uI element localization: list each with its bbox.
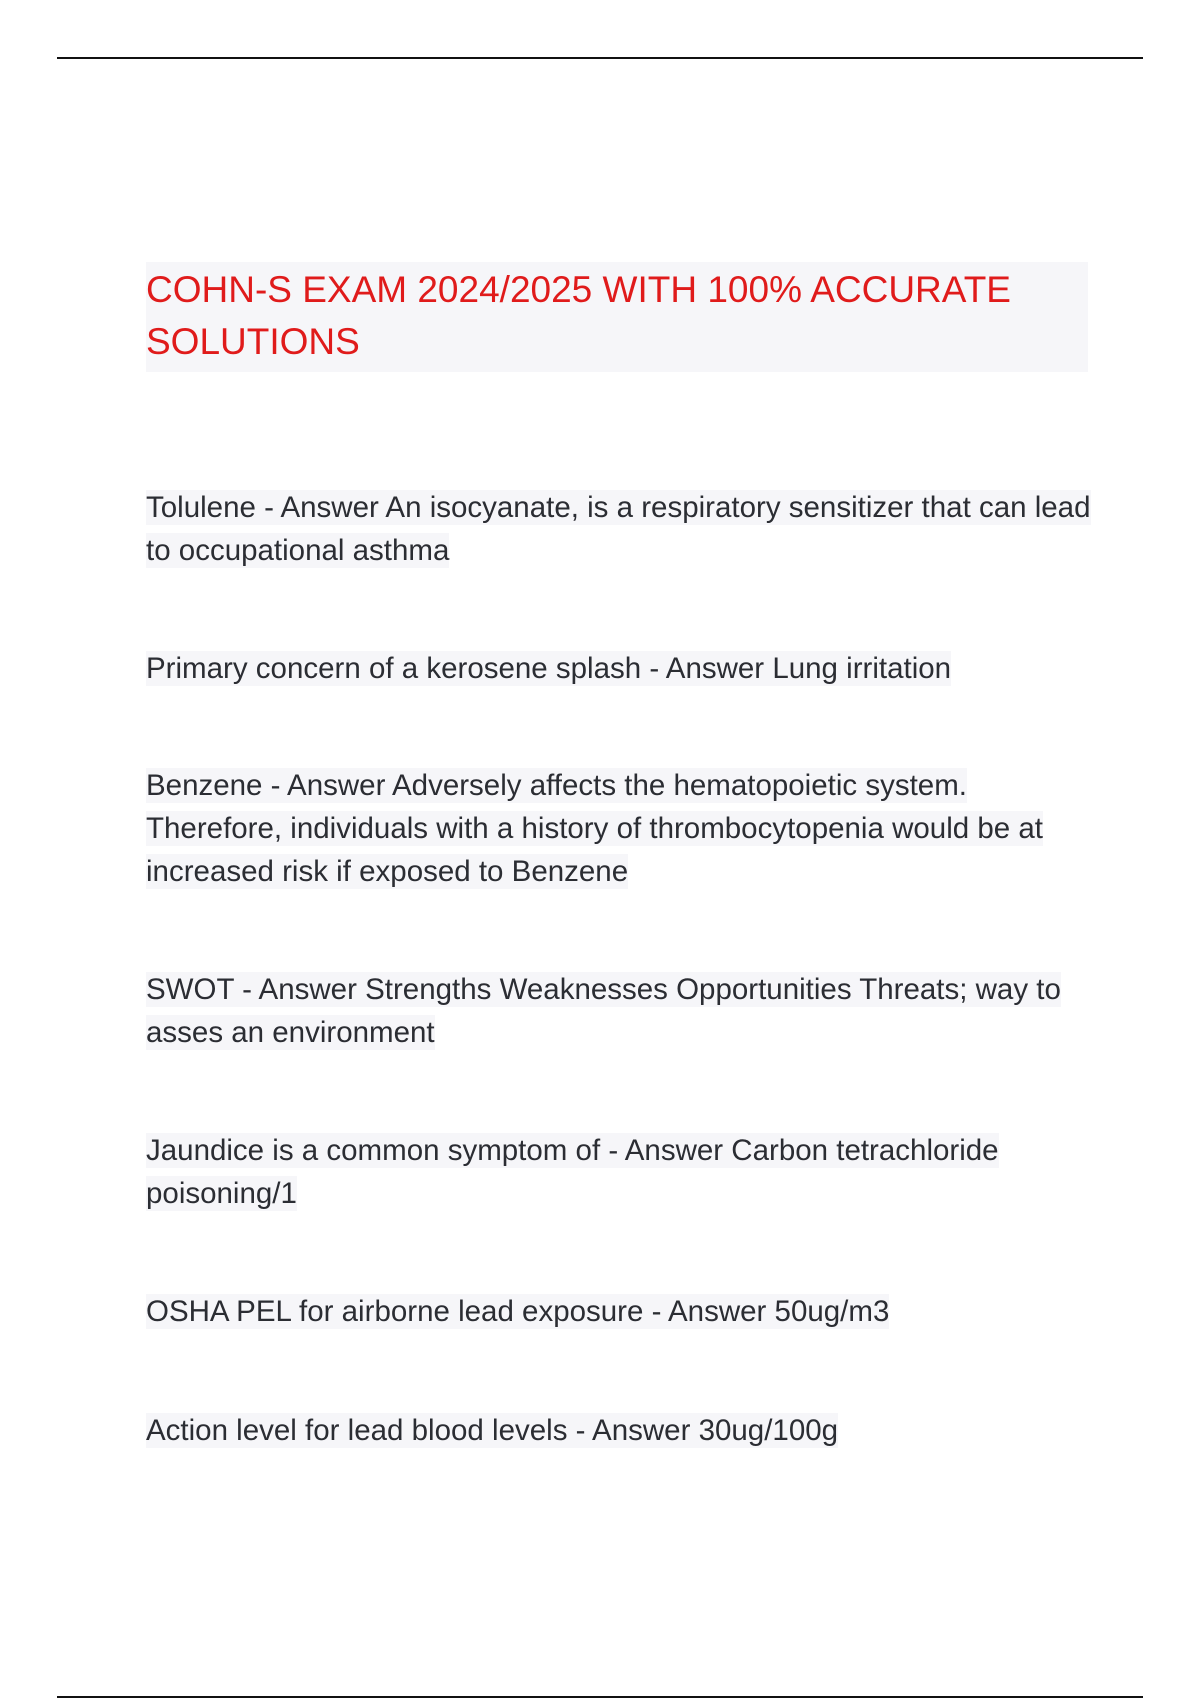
footer-rule [57, 1696, 1143, 1698]
qa-item-4 [146, 968, 1106, 1054]
qa-item-text: Tolulene - Answer An isocyanate, is a respiratory sensitizer that can lead to occupational asthma [146, 491, 1091, 567]
header-rule [57, 57, 1143, 59]
qa-item-text: Jaundice is a common symptom of - Answer Carbon tetrachloride poisoning/1 [146, 1134, 999, 1210]
qa-item-3 [146, 764, 1106, 893]
qa-item-text: OSHA PEL for airborne lead exposure - Answer 50ug/m3 [146, 1295, 890, 1328]
qa-item-text: Benzene - Answer Adversely affects the hematopoietic system. Therefore, individuals with a history of thrombocytopenia would be at increased risk if exposed to Benzene [146, 769, 1043, 888]
qa-item-text: Primary concern of a kerosene splash - Answer Lung irritation [146, 652, 952, 685]
qa-item-text: SWOT - Answer Strengths Weaknesses Opportunities Threats; way to asses an environment [146, 973, 1061, 1049]
qa-item-2 [146, 647, 1106, 690]
qa-item-1 [146, 486, 1106, 572]
qa-item-6 [146, 1290, 1106, 1333]
qa-item-7 [146, 1409, 1106, 1452]
title-block [146, 262, 1088, 372]
qa-item-text: Action level for lead blood levels - Answer 30ug/100g [146, 1414, 839, 1447]
document-title: COHN-S EXAM 2024/2025 WITH 100% ACCURATE SOLUTIONS [146, 269, 1011, 362]
qa-item-5 [146, 1129, 1106, 1215]
